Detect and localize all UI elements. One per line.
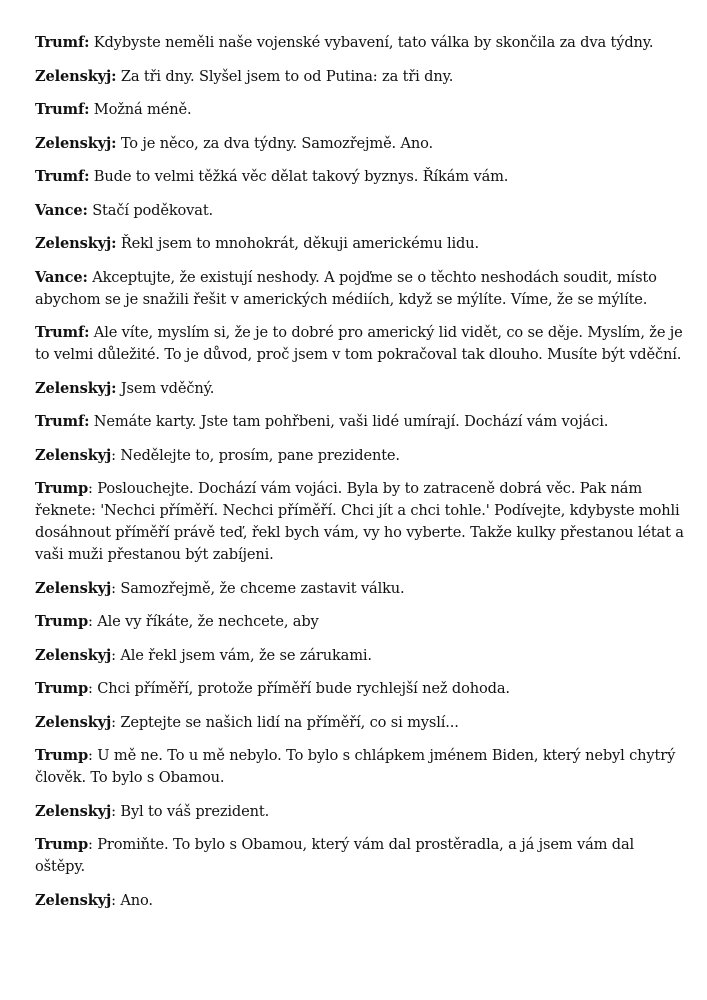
transcript-line [35, 678, 685, 700]
transcript-line [35, 267, 685, 311]
line-text: : Chci příměří, protože příměří bude rychlejší než dohoda. [88, 680, 510, 697]
transcript-line [35, 890, 685, 912]
speaker-name: Zelenskyj [35, 446, 112, 464]
transcript-line [35, 200, 685, 222]
speaker-name: Zelenskyj: [35, 67, 117, 85]
speaker-name: Vance: [35, 268, 88, 286]
line-text: Za tři dny. Slyšel jsem to od Putina: za tři dny. [116, 67, 454, 85]
line-text: : Samozřejmě, že chceme zastavit válku. [111, 579, 405, 597]
line-text: Možná méně. [89, 101, 192, 118]
speaker-name: Trumf: [35, 34, 90, 51]
speaker-name: Trumf: [35, 413, 90, 430]
transcript-line [35, 32, 685, 54]
speaker-name: Zelenskyj: [35, 379, 117, 397]
line-text: Jsem vděčný. [116, 379, 215, 397]
line-text: : Byl to váš prezident. [111, 802, 270, 820]
line-text: To je něco, za dva týdny. Samozřejmě. Ano. [116, 134, 434, 152]
transcript [35, 32, 685, 923]
transcript-line [35, 411, 685, 433]
transcript-line [35, 478, 685, 566]
speaker-name: Zelenskyj [35, 891, 112, 909]
speaker-name: Trump [35, 480, 88, 497]
line-text: : Poslouchejte. Dochází vám vojáci. Byla by to zatraceně dobrá věc. Pak nám řeknete: 'Nechci příměří. Nechci příměří. Chci jít a chci tohle.' Podívejte, kdybyste mohli dosáhnout příměří právě teď, řekl bych vám, vy ho vyberte. Takže kulky přestanou létat a vaši muži přestanou být zabíjeni. [35, 480, 684, 563]
transcript-line [35, 233, 685, 255]
line-text: : Ano. [111, 891, 153, 909]
speaker-name: Trump [35, 613, 88, 630]
transcript-line [35, 645, 685, 667]
line-text: : Promiňte. To bylo s Obamou, který vám dal prostěradla, a já jsem vám dal oštěpy. [35, 836, 635, 875]
speaker-name: Trump [35, 836, 88, 853]
transcript-line [35, 745, 685, 789]
transcript-line [35, 166, 685, 188]
speaker-name: Zelenskyj: [35, 235, 117, 252]
line-text: : Ale řekl jsem vám, že se zárukami. [111, 646, 372, 664]
transcript-line [35, 578, 685, 600]
transcript-line [35, 322, 685, 366]
speaker-name: Zelenskyj [35, 579, 112, 597]
transcript-line [35, 445, 685, 467]
speaker-name: Zelenskyj [35, 802, 112, 820]
speaker-name: Trumf: [35, 324, 90, 341]
speaker-name: Trump [35, 747, 88, 764]
speaker-name: Zelenskyj [35, 713, 112, 731]
transcript-line [35, 378, 685, 400]
line-text: : Ale vy říkáte, že nechcete, aby [88, 613, 319, 630]
transcript-line [35, 66, 685, 88]
transcript-line [35, 712, 685, 734]
line-text: : U mě ne. To u mě nebylo. To bylo s chlápkem jménem Biden, který nebyl chytrý člověk. To bylo s Obamou. [35, 747, 676, 786]
line-text: Bude to velmi těžká věc dělat takový byznys. Říkám vám. [89, 168, 509, 185]
transcript-line [35, 133, 685, 155]
line-text: Kdybyste neměli naše vojenské vybavení, tato válka by skončila za dva týdny. [89, 34, 654, 51]
transcript-line [35, 834, 685, 878]
transcript-line [35, 99, 685, 121]
line-text: Řekl jsem to mnohokrát, děkuji americkému lidu. [116, 235, 479, 252]
line-text: Akceptujte, že existují neshody. A pojďme se o těchto neshodách soudit, místo abychom se je snažili řešit v amerických médiích, když se mýlíte. Víme, že se mýlíte. [35, 268, 657, 308]
line-text: Stačí poděkovat. [87, 201, 214, 219]
speaker-name: Vance: [35, 201, 88, 219]
speaker-name: Trumf: [35, 101, 90, 118]
speaker-name: Trump [35, 680, 88, 697]
transcript-line [35, 611, 685, 633]
line-text: Nemáte karty. Jste tam pohřbeni, vaši lidé umírají. Dochází vám vojáci. [89, 413, 609, 430]
speaker-name: Zelenskyj [35, 646, 112, 664]
line-text: : Zeptejte se našich lidí na příměří, co si myslí... [111, 713, 459, 731]
transcript-line [35, 801, 685, 823]
speaker-name: Trumf: [35, 168, 90, 185]
line-text: Ale víte, myslím si, že je to dobré pro americký lid vidět, co se děje. Myslím, že je to velmi důležité. To je důvod, proč jsem v tom pokračoval tak dlouho. Musíte být vděční. [35, 324, 683, 363]
line-text: : Nedělejte to, prosím, pane prezidente. [111, 446, 400, 464]
speaker-name: Zelenskyj: [35, 134, 117, 152]
